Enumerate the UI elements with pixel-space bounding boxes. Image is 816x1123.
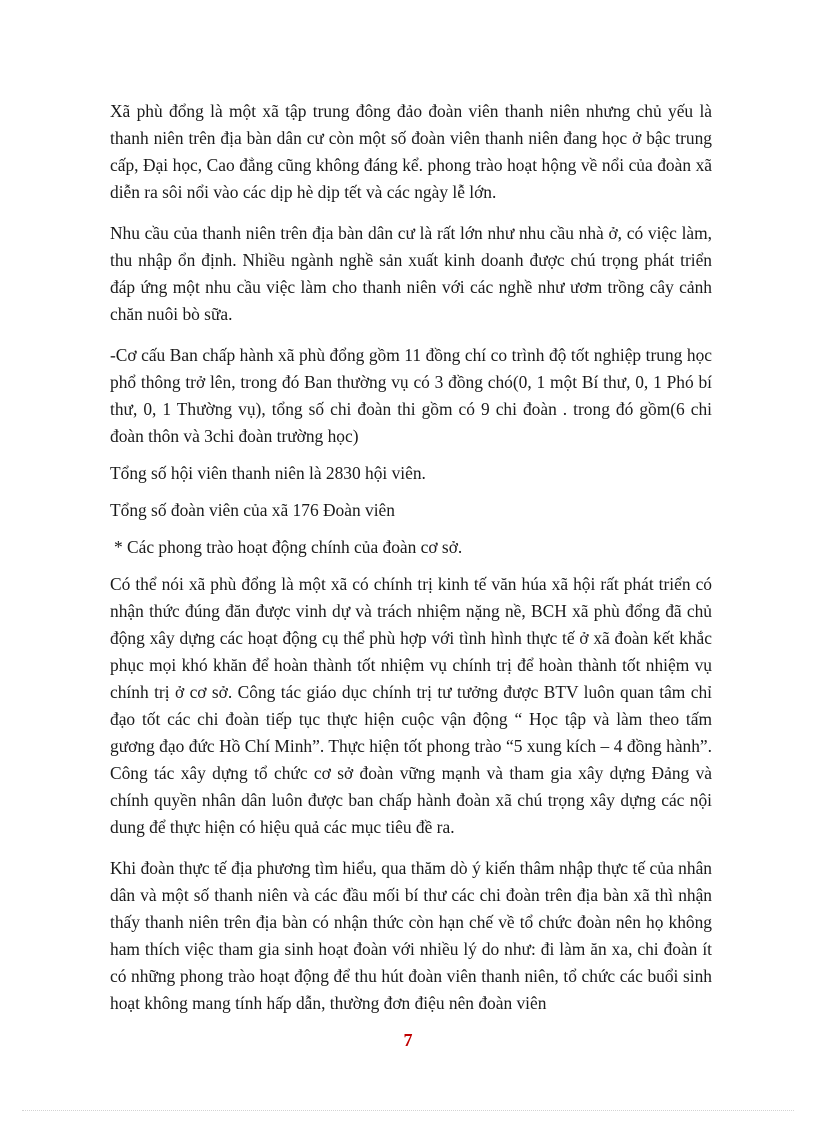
paragraph-activities: Có thể nói xã phù đổng là một xã có chính trị kinh tế văn húa xã hội rất phát triển có nhận thức đúng đăn được vinh dự và trách nhiệm nặng nề, BCH xã phù đổng đã chủ động xây dựng các hoạt động cụ thể phù hợp với tình hình thực tế ở xã đoàn kết khắc phục mọi khó khăn để hoàn thành tốt nhiệm vụ chính trị để hoàn thành tốt nhiệm vụ chính trị ở cơ sở. Công tác giáo dục chính trị tư tưởng được BTV luôn quan tâm chỉ đạo tốt các chi đoàn tiếp tục thực hiện cuộc vận động “ Học tập và làm theo tấm gương đạo đức Hồ Chí Minh”. Thực hiện tốt phong trào “5 xung kích – 4 đồng hành”. Công tác xây dựng tổ chức cơ sở đoàn vững mạnh và tham gia xây dựng Đảng và chính quyền nhân dân luôn được ban chấp hành đoàn xã chú trọng xây dựng các nội dung để thực hiện có hiệu quả các mục tiêu đề ra. <box>110 574 712 837</box>
section-heading-activities: * Các phong trào hoạt động chính của đoàn cơ sở. <box>114 537 463 557</box>
page-number: 7 <box>403 1030 413 1050</box>
footer-divider <box>22 1110 794 1111</box>
paragraph-executive-structure: -Cơ cấu Ban chấp hành xã phù đổng gồm 11 đồng chí co trình độ tốt nghiệp trung học phổ thông trở lên, trong đó Ban thường vụ có 3 đồng chó(0, 1 một Bí thư, 0, 1 Phó bí thư, 0, 1 Thường vụ), tổng số chi đoàn thi gồm có 9 chi đoàn . trong đó gồm(6 chi đoàn thôn và 3chi đoàn trường học) <box>110 345 712 446</box>
paragraph-union-count: Tổng số đoàn viên của xã 176 Đoàn viên <box>110 500 395 520</box>
document-body <box>110 98 712 1017</box>
paragraph-field-findings: Khi đoàn thực tế địa phương tìm hiểu, qua thăm dò ý kiến thâm nhập thực tế của nhân dân và một số thanh niên và các đầu mối bí thư các chi đoàn trên địa bàn xã thì nhận thấy thanh niên trên địa bàn có nhận thức còn hạn chế về tổ chức đoàn nên họ không ham thích việc tham gia sinh hoạt đoàn với nhiều lý do như: đi làm ăn xa, chi đoàn ít có những phong trào hoạt động để thu hút đoàn viên thanh niên, tổ chức các buổi sinh hoạt không mang tính hấp dẫn, thường đơn điệu nên đoàn viên <box>110 858 712 1013</box>
paragraph-intro: Xã phù đổng là một xã tập trung đông đảo đoàn viên thanh niên nhưng chủ yếu là thanh niên trên địa bàn dân cư còn một số đoàn viên thanh niên đang học ở bậc trung cấp, Đại học, Cao đẳng cũng không đáng kể. phong trào hoạt hộng về nổi của đoàn xã diễn ra sôi nổi vào các dịp hè dịp tết và các ngày lễ lớn. <box>110 101 712 202</box>
paragraph-youth-needs: Nhu cầu của thanh niên trên địa bàn dân cư là rất lớn như nhu cầu nhà ở, có việc làm, thu nhập ổn định. Nhiều ngành nghề sản xuất kinh doanh được chú trọng phát triển đáp ứng một nhu cầu việc làm cho thanh niên với các nghề như ươm trồng cây cảnh chăn nuôi bò sữa. <box>110 223 712 324</box>
paragraph-member-count: Tổng số hội viên thanh niên là 2830 hội viên. <box>110 463 426 483</box>
